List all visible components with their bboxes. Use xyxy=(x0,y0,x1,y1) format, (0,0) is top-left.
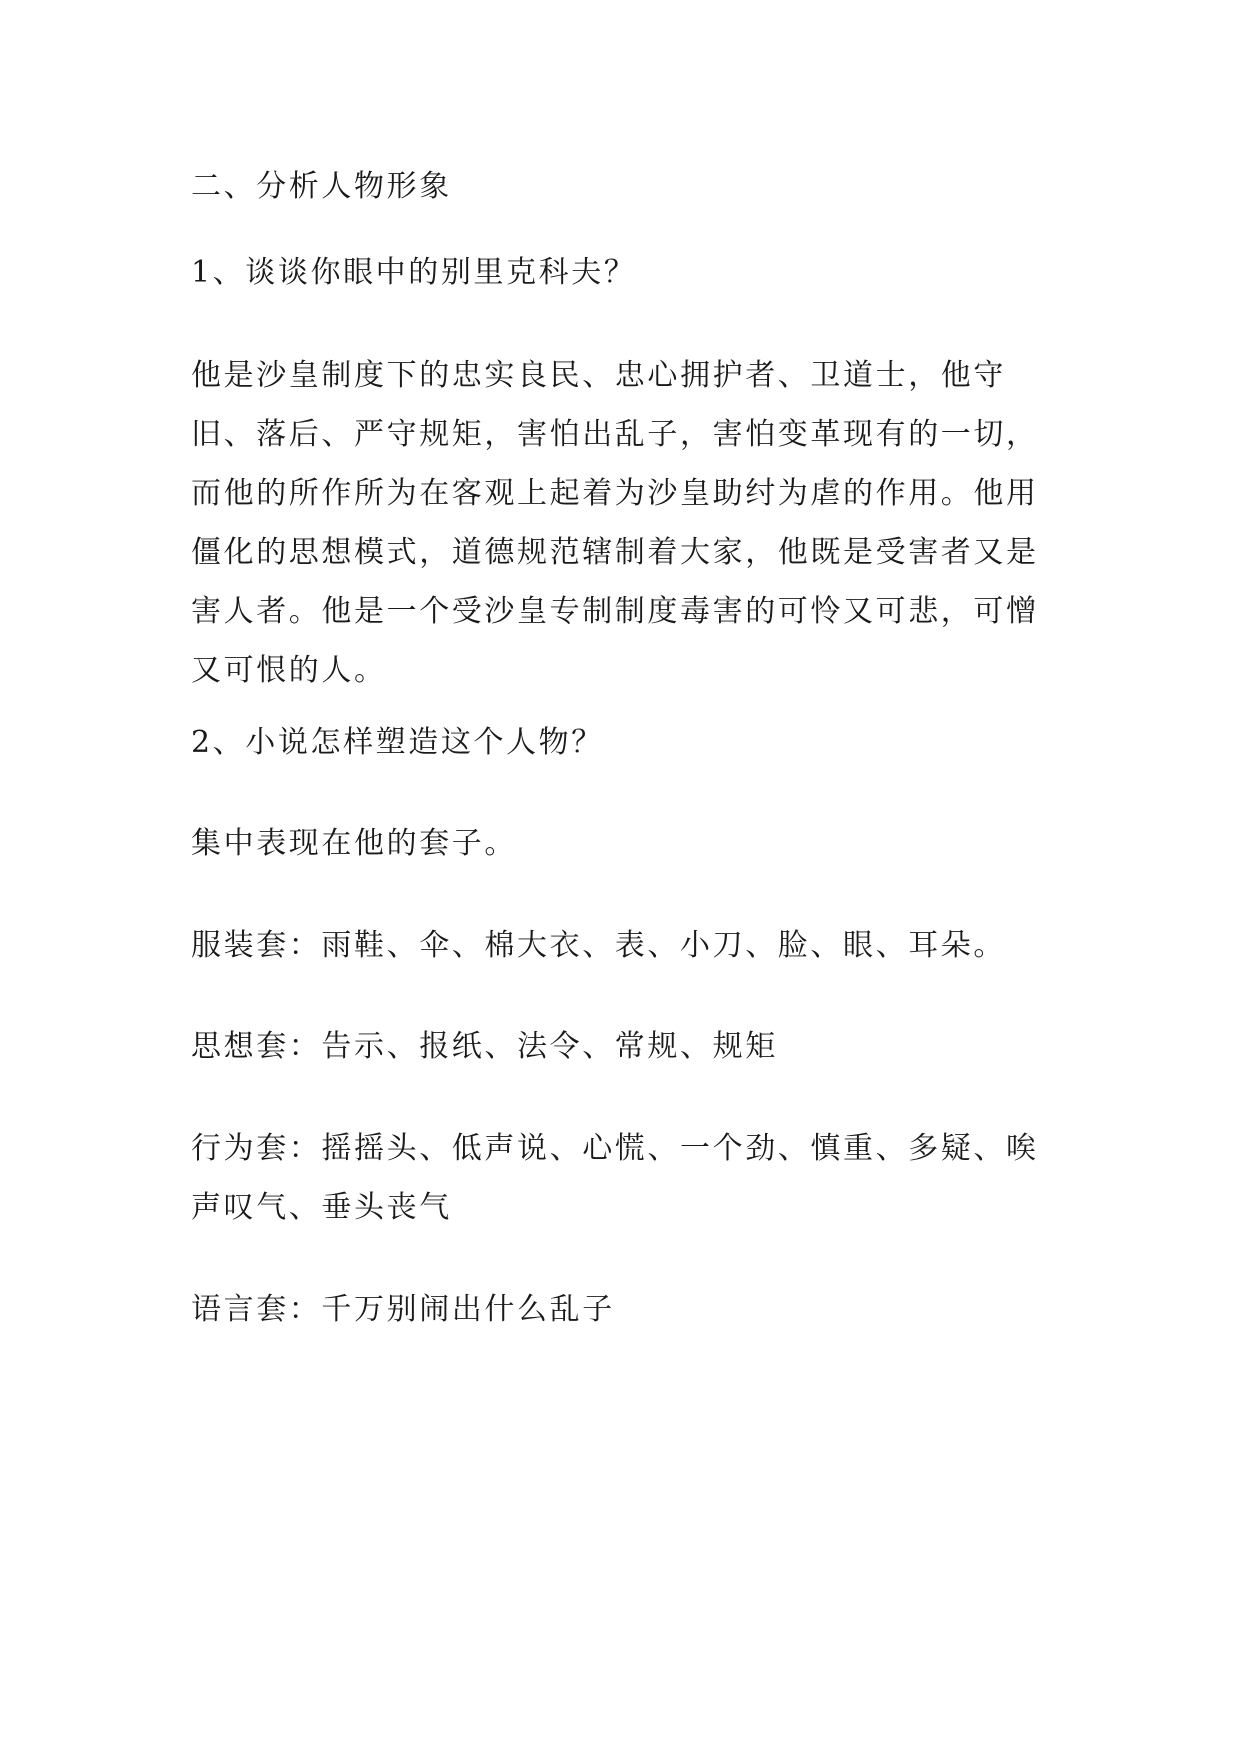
thought-sheath-line: 思想套：告示、报纸、法令、常规、规矩 xyxy=(191,1029,778,1064)
question-1: 1、谈谈你眼中的别里克科夫？ xyxy=(191,255,637,290)
section-heading: 二、分析人物形象 xyxy=(191,169,452,204)
language-sheath-line: 语言套：千万别闹出什么乱子 xyxy=(191,1292,615,1327)
question-2: 2、小说怎样塑造这个人物？ xyxy=(191,725,604,760)
behavior-sheath-paragraph: 行为套：摇摇头、低声说、心慌、一个劲、慎重、多疑、唉声叹气、垂头丧气 xyxy=(191,1131,1039,1225)
answer-1-paragraph: 他是沙皇制度下的忠实良民、忠心拥护者、卫道士，他守旧、落后、严守规矩，害怕出乱子，害怕变革现有的一切，而他的所作所为在客观上起着为沙皇助纣为虐的作用。他用僵化的思想模式，道德规范辖制着大家，他既是受害者又是害人者。他是一个受沙皇专制制度毒害的可怜又可悲，可憎又可恨的人。 xyxy=(191,358,1039,688)
clothing-sheath-line: 服装套：雨鞋、伞、棉大衣、表、小刀、脸、眼、耳朵。 xyxy=(191,928,1006,963)
answer-2-intro: 集中表现在他的套子。 xyxy=(191,826,517,861)
